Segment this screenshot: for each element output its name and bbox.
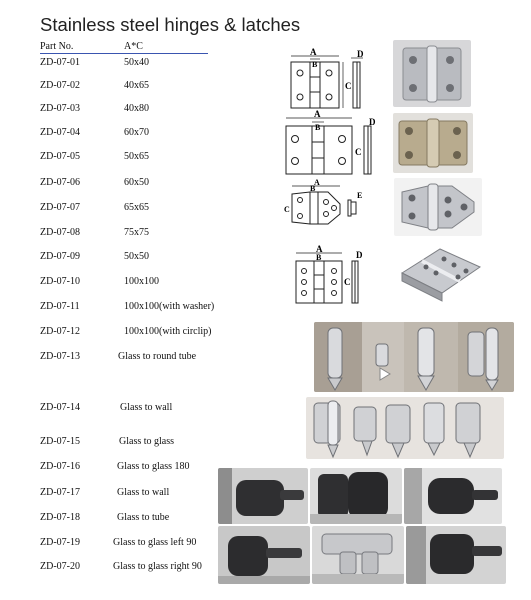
size-description-cell: Glass to glass left 90 <box>113 537 197 548</box>
part-number-cell: ZD-07-16 <box>40 461 80 472</box>
part-number-cell: ZD-07-19 <box>40 537 80 548</box>
part-number-cell: ZD-07-08 <box>40 227 80 238</box>
label-c: C <box>345 81 352 91</box>
part-number-cell: ZD-07-17 <box>40 487 80 498</box>
part-number-cell: ZD-07-12 <box>40 326 80 337</box>
latch-photo-2 <box>310 468 402 524</box>
size-description-cell: 60x70 <box>124 127 149 138</box>
hinge-photo-4 <box>396 243 486 309</box>
svg-text:D: D <box>356 250 363 260</box>
part-number-cell: ZD-07-06 <box>40 177 80 188</box>
latch-photo-1 <box>218 468 308 524</box>
header-underline <box>40 53 208 54</box>
part-number-cell: ZD-07-07 <box>40 202 80 213</box>
part-number-cell: ZD-07-20 <box>40 561 80 572</box>
size-description-cell: 60x50 <box>124 177 149 188</box>
size-description-cell: 65x65 <box>124 202 149 213</box>
size-description-cell: 100x100(with circlip) <box>124 326 212 337</box>
size-description-cell: Glass to glass right 90 <box>113 561 202 572</box>
label-d: D <box>357 49 364 59</box>
part-number-cell: ZD-07-13 <box>40 351 80 362</box>
part-number-cell: ZD-07-10 <box>40 276 80 287</box>
part-number-cell: ZD-07-11 <box>40 301 80 312</box>
size-description-cell: Glass to tube <box>117 512 170 523</box>
part-number-cell: ZD-07-04 <box>40 127 80 138</box>
hinge-diagram-2 <box>280 108 380 180</box>
svg-text:D: D <box>369 117 376 127</box>
size-description-cell: 50x65 <box>124 151 149 162</box>
size-description-cell: 50x50 <box>124 251 149 262</box>
latch-photo-4 <box>218 526 310 584</box>
page-title: Stainless steel hinges & latches <box>40 14 301 35</box>
svg-text:C: C <box>344 277 351 287</box>
latch-photo-6 <box>406 526 506 584</box>
hinge-photo-1 <box>393 40 471 107</box>
svg-text:A: A <box>314 109 321 119</box>
size-description-cell: Glass to round tube <box>118 351 197 362</box>
size-description-cell: 40x80 <box>124 103 149 114</box>
hinge-photo-2 <box>393 113 473 173</box>
svg-text:B: B <box>315 123 321 132</box>
hinge-photo-3 <box>394 178 482 236</box>
hinge-diagram-4 <box>290 243 366 309</box>
svg-text:E: E <box>357 191 363 200</box>
part-number-cell: ZD-07-14 <box>40 402 80 413</box>
glass-hinge-photo-row-1 <box>314 322 514 392</box>
part-number-cell: ZD-07-15 <box>40 436 80 447</box>
label-a: A <box>310 48 317 57</box>
svg-text:A: A <box>314 178 320 187</box>
size-description-cell: 100x100(with washer) <box>124 301 215 312</box>
size-description-cell: 50x40 <box>124 57 149 68</box>
label-b: B <box>312 60 318 69</box>
size-description-cell: Glass to glass 180 <box>117 461 190 472</box>
part-number-cell: ZD-07-03 <box>40 103 80 114</box>
glass-hinge-photo-row-2 <box>306 397 504 459</box>
size-header: A*C <box>124 41 143 52</box>
size-description-cell: Glass to wall <box>117 487 170 498</box>
size-description-cell: 40x65 <box>124 80 149 91</box>
hinge-diagram-3 <box>282 178 368 238</box>
part-number-cell: ZD-07-05 <box>40 151 80 162</box>
size-description-cell: Glass to wall <box>120 402 173 413</box>
part-number-cell: ZD-07-18 <box>40 512 80 523</box>
latch-photo-5 <box>312 526 404 584</box>
svg-text:C: C <box>355 147 362 157</box>
part-number-cell: ZD-07-02 <box>40 80 80 91</box>
part-no-header: Part No. <box>40 41 74 52</box>
size-description-cell: Glass to glass <box>119 436 174 447</box>
size-description-cell: 75x75 <box>124 227 149 238</box>
size-description-cell: 100x100 <box>124 276 159 287</box>
latch-photo-3 <box>404 468 502 524</box>
part-number-cell: ZD-07-09 <box>40 251 80 262</box>
part-number-cell: ZD-07-01 <box>40 57 80 68</box>
svg-text:A: A <box>316 244 323 254</box>
svg-text:B: B <box>310 184 316 193</box>
svg-text:B: B <box>316 253 322 262</box>
svg-text:C: C <box>284 205 290 214</box>
